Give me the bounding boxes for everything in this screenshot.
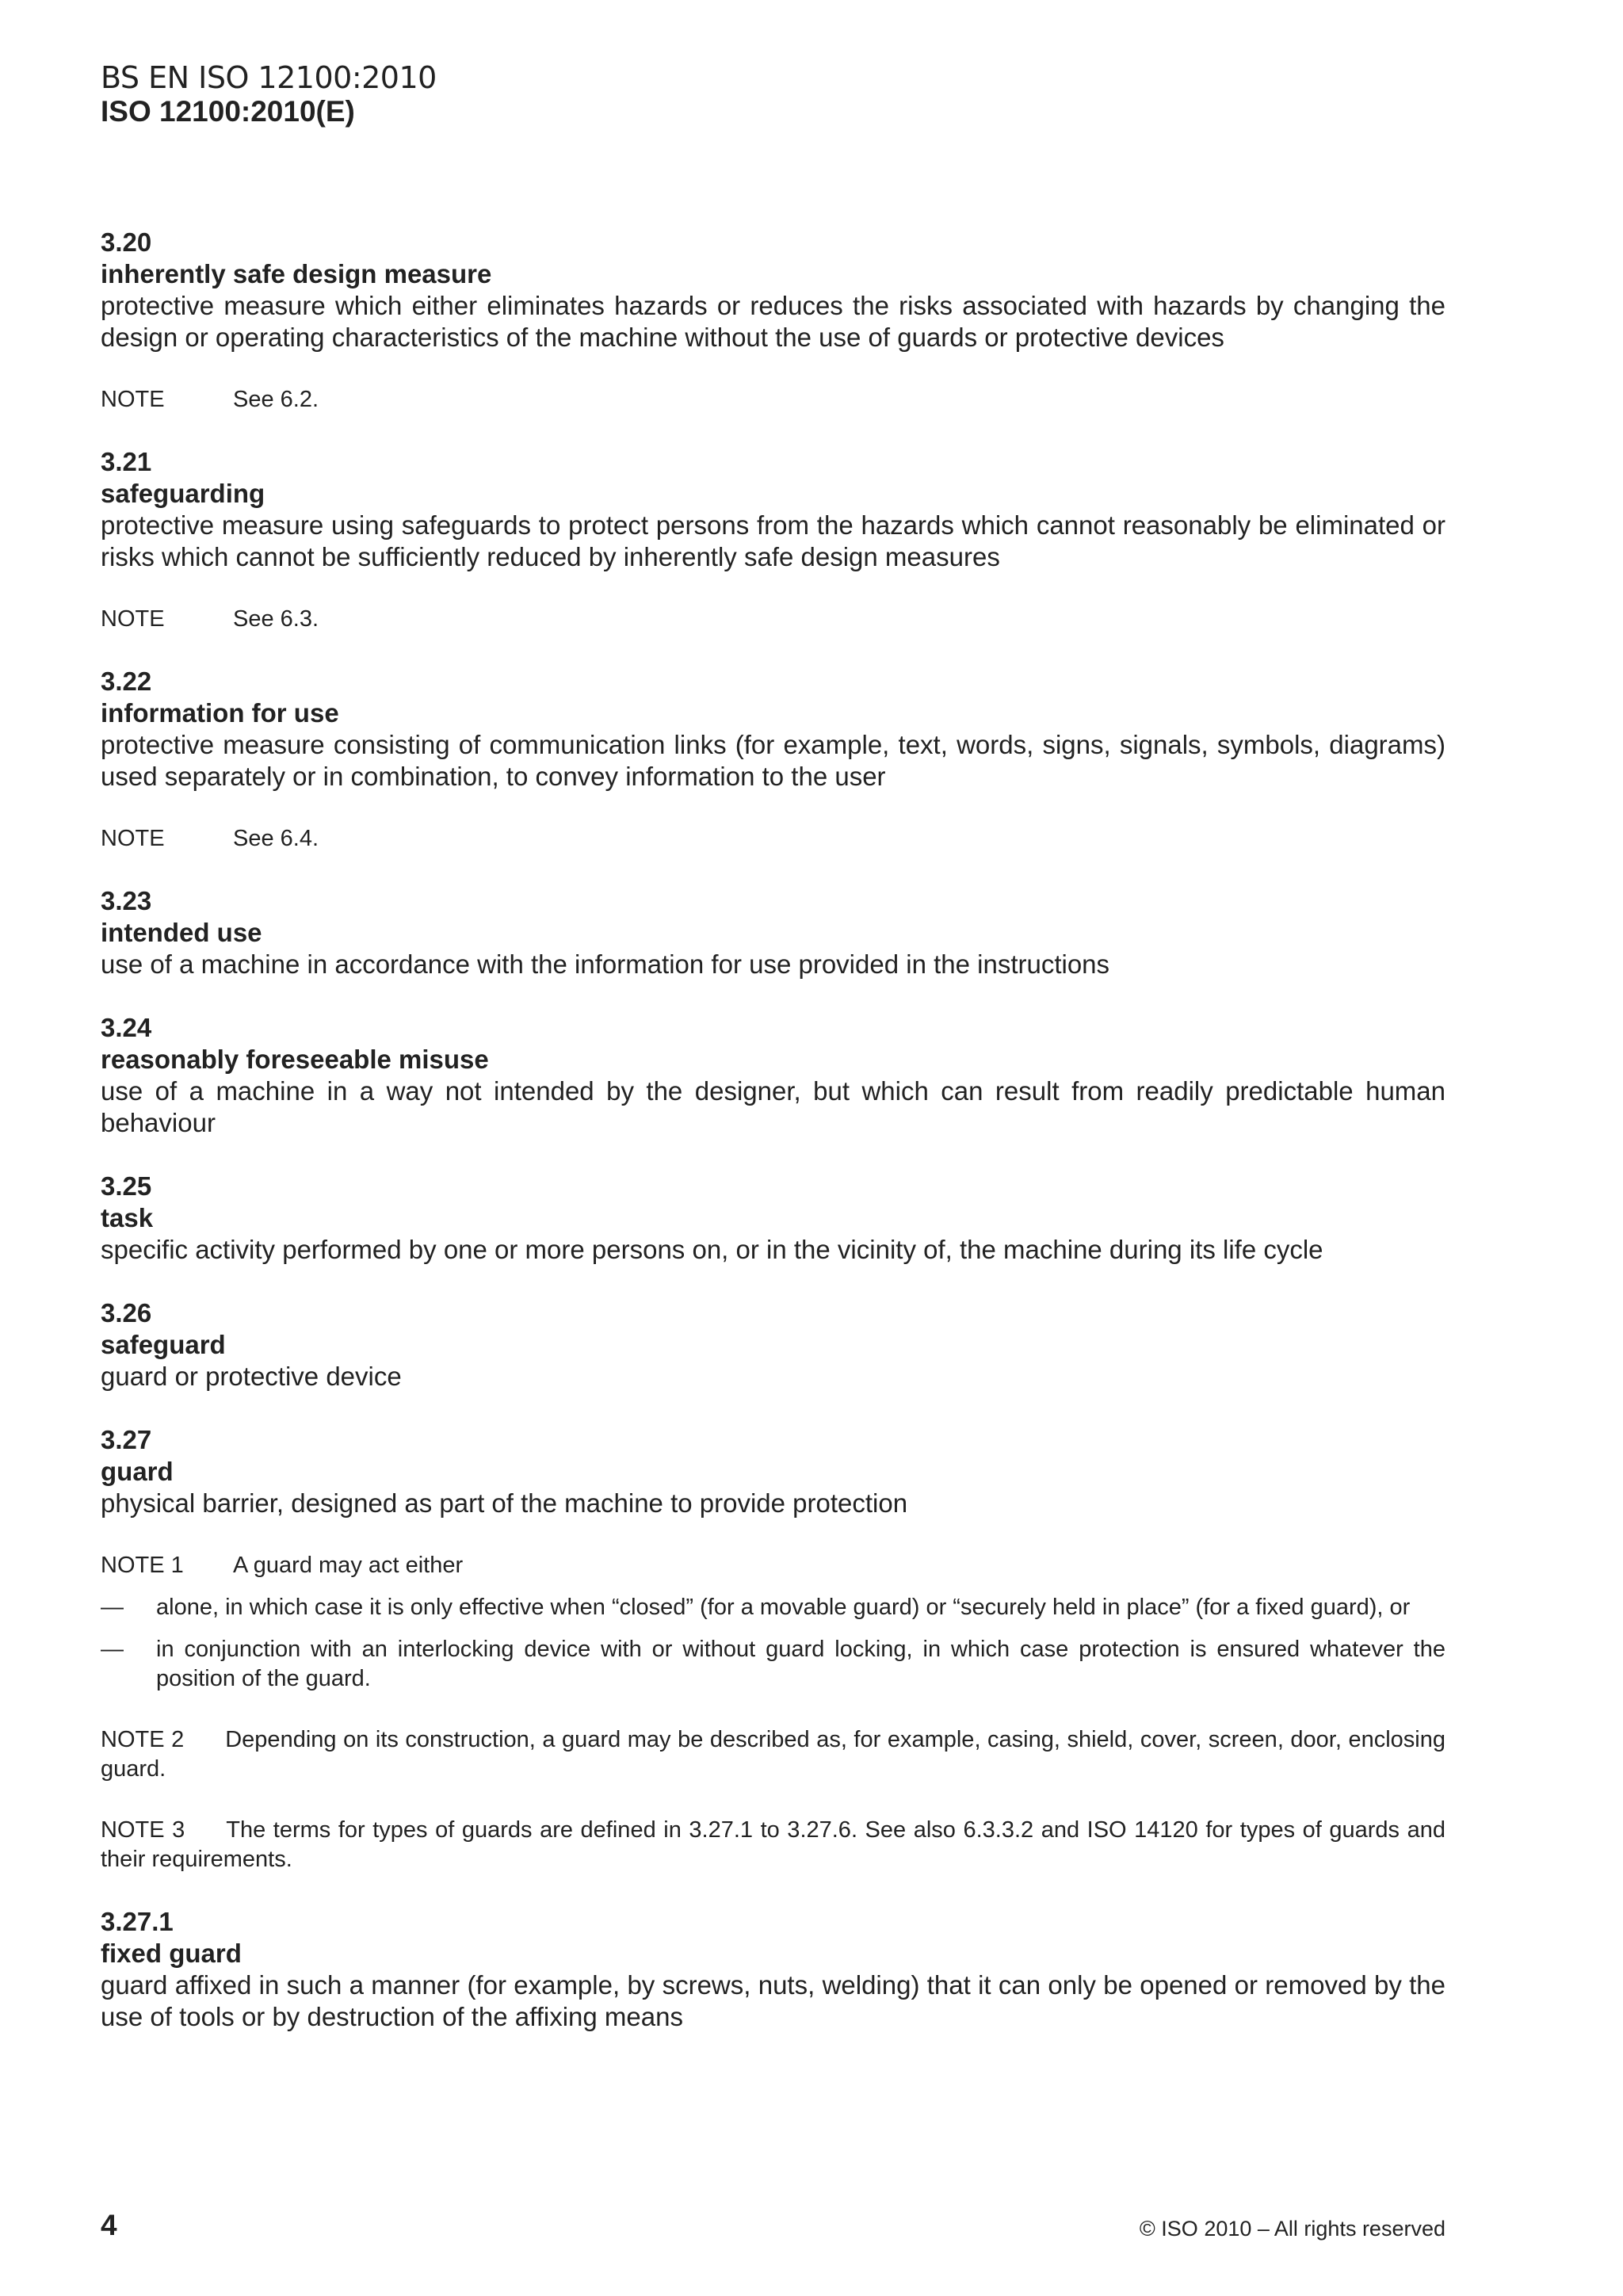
note-text: See 6.2. [233, 387, 319, 412]
entry-term: inherently safe design measure [101, 259, 492, 288]
entry-number: 3.20 [101, 227, 152, 257]
entry-number: 3.27.1 [101, 1907, 174, 1936]
entry-definition: use of a machine in a way not intended by the designer, but which can result from readily predictable human behaviour [101, 1076, 1445, 1137]
term-entry-3-25 [101, 1171, 1445, 1266]
entry-number: 3.26 [101, 1298, 152, 1328]
term-entry-3-26 [101, 1297, 1445, 1392]
entry-definition: protective measure consisting of communication links (for example, text, words, signs, signals, symbols, diagrams) used separately or in combination, to convey information to the user [101, 730, 1445, 791]
entry-definition: protective measure using safeguards to protect persons from the hazards which cannot reasonably be eliminated or risks which cannot be sufficiently reduced by inherently safe design measures [101, 510, 1445, 571]
definitions-body [101, 227, 1445, 2033]
note-text: The terms for types of guards are defined in 3.27.1 to 3.27.6. See also 6.3.3.2 and ISO 14120 for types of guards and their requirements. [101, 1817, 1445, 1872]
note-text: Depending on its construction, a guard may be described as, for example, casing, shield, cover, screen, door, enclosing guard. [101, 1727, 1445, 1782]
term-entry-3-24 [101, 1012, 1445, 1139]
page-number: 4 [101, 2209, 117, 2241]
note-label: NOTE [101, 606, 165, 632]
list-item [101, 1593, 1445, 1622]
note-label: NOTE 1 [101, 1553, 184, 1578]
term-entry-3-21 [101, 446, 1445, 634]
entry-definition: protective measure which either eliminates hazards or reduces the risks associated with hazards by changing the design or operating characteristics of the machine without the use of guards or protective devices [101, 291, 1445, 352]
list-item-text: alone, in which case it is only effective when “closed” (for a movable guard) or “securely held in place” (for a fixed guard), or [156, 1595, 1411, 1620]
entry-term: reasonably foreseeable misuse [101, 1045, 489, 1074]
term-entry-3-20 [101, 227, 1445, 415]
entry-number: 3.22 [101, 667, 152, 696]
entry-note-2 [101, 1725, 1445, 1784]
entry-term: safeguarding [101, 479, 265, 508]
standard-designation-iso: ISO 12100:2010(E) [101, 95, 355, 128]
entry-term: fixed guard [101, 1939, 242, 1968]
entry-note-3 [101, 1816, 1445, 1874]
entry-note-1 [101, 1551, 1445, 1580]
entry-definition: use of a machine in accordance with the information for use provided in the instructions [101, 949, 1110, 979]
entry-term: intended use [101, 918, 262, 947]
standard-designation-bs: BS EN ISO 12100:2010 [101, 60, 437, 95]
term-entry-3-27-1 [101, 1906, 1445, 2033]
note-label: NOTE 3 [101, 1817, 185, 1843]
dash-marker: — [101, 1595, 124, 1620]
note-text: See 6.4. [233, 826, 319, 851]
entry-definition: specific activity performed by one or more persons on, or in the vicinity of, the machine during its life cycle [101, 1235, 1323, 1264]
note-label: NOTE [101, 826, 165, 851]
entry-number: 3.27 [101, 1425, 152, 1454]
list-item-text: in conjunction with an interlocking device with or without guard locking, in which case protection is ensured whatever the position of the guard. [156, 1637, 1445, 1691]
note-text: See 6.3. [233, 606, 319, 632]
entry-number: 3.24 [101, 1013, 152, 1042]
entry-definition: guard affixed in such a manner (for example, by screws, nuts, welding) that it can only be opened or removed by the use of tools or by destruction of the affixing means [101, 1970, 1445, 2031]
entry-note [101, 385, 1445, 415]
copyright-notice: © ISO 2010 – All rights reserved [1139, 2217, 1445, 2241]
entry-note [101, 824, 1445, 854]
entry-term: information for use [101, 698, 339, 728]
list-item [101, 1635, 1445, 1694]
entry-number: 3.25 [101, 1171, 152, 1201]
term-entry-3-22 [101, 666, 1445, 854]
entry-number: 3.23 [101, 886, 152, 915]
dash-marker: — [101, 1637, 124, 1662]
entry-term: guard [101, 1457, 174, 1486]
term-entry-3-23 [101, 885, 1445, 980]
entry-definition: physical barrier, designed as part of the machine to provide protection [101, 1488, 908, 1518]
note-text: A guard may act either [233, 1553, 464, 1578]
entry-note [101, 605, 1445, 634]
entry-definition: guard or protective device [101, 1362, 402, 1391]
entry-number: 3.21 [101, 447, 152, 476]
term-entry-3-27 [101, 1424, 1445, 1874]
note-label: NOTE [101, 387, 165, 412]
note-label: NOTE 2 [101, 1727, 185, 1752]
entry-term: task [101, 1203, 154, 1232]
entry-term: safeguard [101, 1330, 226, 1359]
